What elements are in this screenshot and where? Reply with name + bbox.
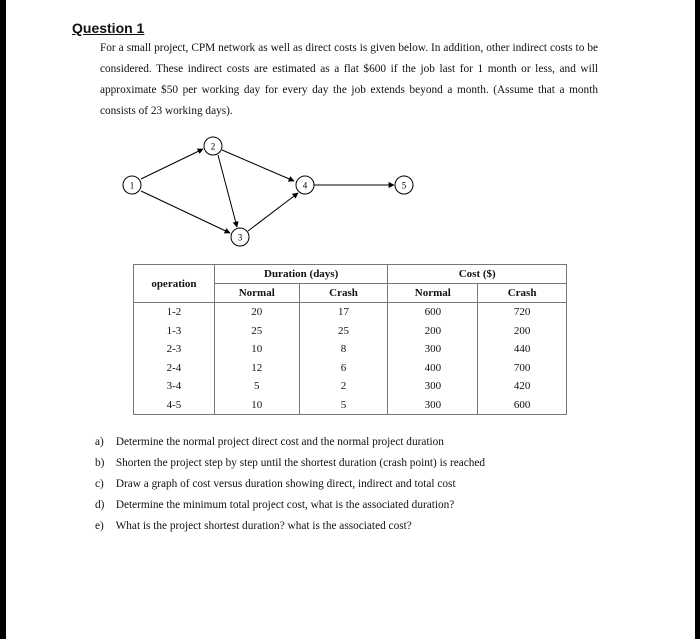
cost-normal-cell: 300 xyxy=(388,377,478,396)
node-5 xyxy=(395,176,413,194)
duration-normal-header: Normal xyxy=(214,284,299,303)
edge-1-3 xyxy=(141,191,230,233)
cost-normal-header: Normal xyxy=(388,284,478,303)
duration-crash-cell: 6 xyxy=(299,359,388,378)
node-2 xyxy=(204,137,222,155)
duration-cost-table xyxy=(133,264,567,415)
question-letter: a) xyxy=(95,436,104,448)
duration-crash-cell: 2 xyxy=(299,377,388,396)
question-text: Determine the minimum total project cost, what is the associated duration? xyxy=(115,499,455,511)
duration-crash-cell: 8 xyxy=(299,340,388,359)
cost-normal-cell: 300 xyxy=(388,396,478,415)
cost-normal-cell: 400 xyxy=(388,359,478,378)
operation-cell: 1-2 xyxy=(134,303,215,322)
duration-header: Duration (days) xyxy=(214,265,388,284)
question-item xyxy=(95,474,485,495)
operation-cell: 2-3 xyxy=(134,340,215,359)
question-letter: c) xyxy=(95,478,104,490)
operation-cell: 4-5 xyxy=(134,396,215,415)
node-3 xyxy=(231,228,249,246)
edge-2-4 xyxy=(222,150,294,181)
cost-crash-cell: 200 xyxy=(478,322,567,341)
question-item xyxy=(95,516,485,537)
operation-cell: 3-4 xyxy=(134,377,215,396)
operation-header: operation xyxy=(134,265,215,303)
cost-crash-cell: 600 xyxy=(478,396,567,415)
table-row xyxy=(134,396,567,415)
duration-normal-cell: 12 xyxy=(214,359,299,378)
cost-normal-cell: 300 xyxy=(388,340,478,359)
question-item xyxy=(95,495,485,516)
question-text: What is the project shortest duration? what is the associated cost? xyxy=(115,520,412,532)
duration-crash-cell: 25 xyxy=(299,322,388,341)
duration-crash-cell: 17 xyxy=(299,303,388,322)
question-text: Draw a graph of cost versus duration showing direct, indirect and total cost xyxy=(115,478,456,490)
node-2-label: 2 xyxy=(210,141,216,152)
cost-normal-cell: 200 xyxy=(388,322,478,341)
node-3-label: 3 xyxy=(237,232,243,243)
table-row xyxy=(134,340,567,359)
table-row xyxy=(134,377,567,396)
question-heading: Question 1 xyxy=(72,20,145,36)
intro-paragraph: For a small project, CPM network as well as direct costs is given below. In addition, other indirect costs to be considered. These indirect costs are estimated as a flat $600 if the job last for 1 month or less, and will approximate $50 per working day for every day the job extends beyond a month. (Assume that a month consists of 23 working days). xyxy=(100,42,598,117)
cost-crash-cell: 720 xyxy=(478,303,567,322)
operation-cell: 1-3 xyxy=(134,322,215,341)
question-letter: b) xyxy=(95,457,105,469)
node-4 xyxy=(296,176,314,194)
duration-normal-cell: 20 xyxy=(214,303,299,322)
cost-crash-cell: 700 xyxy=(478,359,567,378)
duration-normal-cell: 10 xyxy=(214,340,299,359)
duration-normal-cell: 10 xyxy=(214,396,299,415)
cost-crash-cell: 420 xyxy=(478,377,567,396)
question-list xyxy=(95,432,485,537)
node-1-label: 1 xyxy=(129,180,135,191)
table-row xyxy=(134,322,567,341)
question-letter: e) xyxy=(95,520,104,532)
question-letter: d) xyxy=(95,499,105,511)
node-5-label: 5 xyxy=(401,180,407,191)
node-4-label: 4 xyxy=(302,180,308,191)
operation-cell: 2-4 xyxy=(134,359,215,378)
table-row xyxy=(134,303,567,322)
edge-1-2 xyxy=(141,149,203,179)
duration-crash-cell: 5 xyxy=(299,396,388,415)
table-row xyxy=(134,359,567,378)
edge-3-4 xyxy=(248,193,298,231)
question-text: Determine the normal project direct cost and the normal project duration xyxy=(115,436,444,448)
duration-normal-cell: 5 xyxy=(214,377,299,396)
cost-crash-cell: 440 xyxy=(478,340,567,359)
duration-crash-header: Crash xyxy=(299,284,388,303)
duration-normal-cell: 25 xyxy=(214,322,299,341)
question-item xyxy=(95,432,485,453)
question-text: Shorten the project step by step until the shortest duration (crash point) is reached xyxy=(115,457,486,469)
cost-normal-cell: 600 xyxy=(388,303,478,322)
cost-header: Cost ($) xyxy=(388,265,567,284)
cost-crash-header: Crash xyxy=(478,284,567,303)
question-item xyxy=(95,453,485,474)
edge-2-3 xyxy=(218,155,237,227)
node-1 xyxy=(123,176,141,194)
